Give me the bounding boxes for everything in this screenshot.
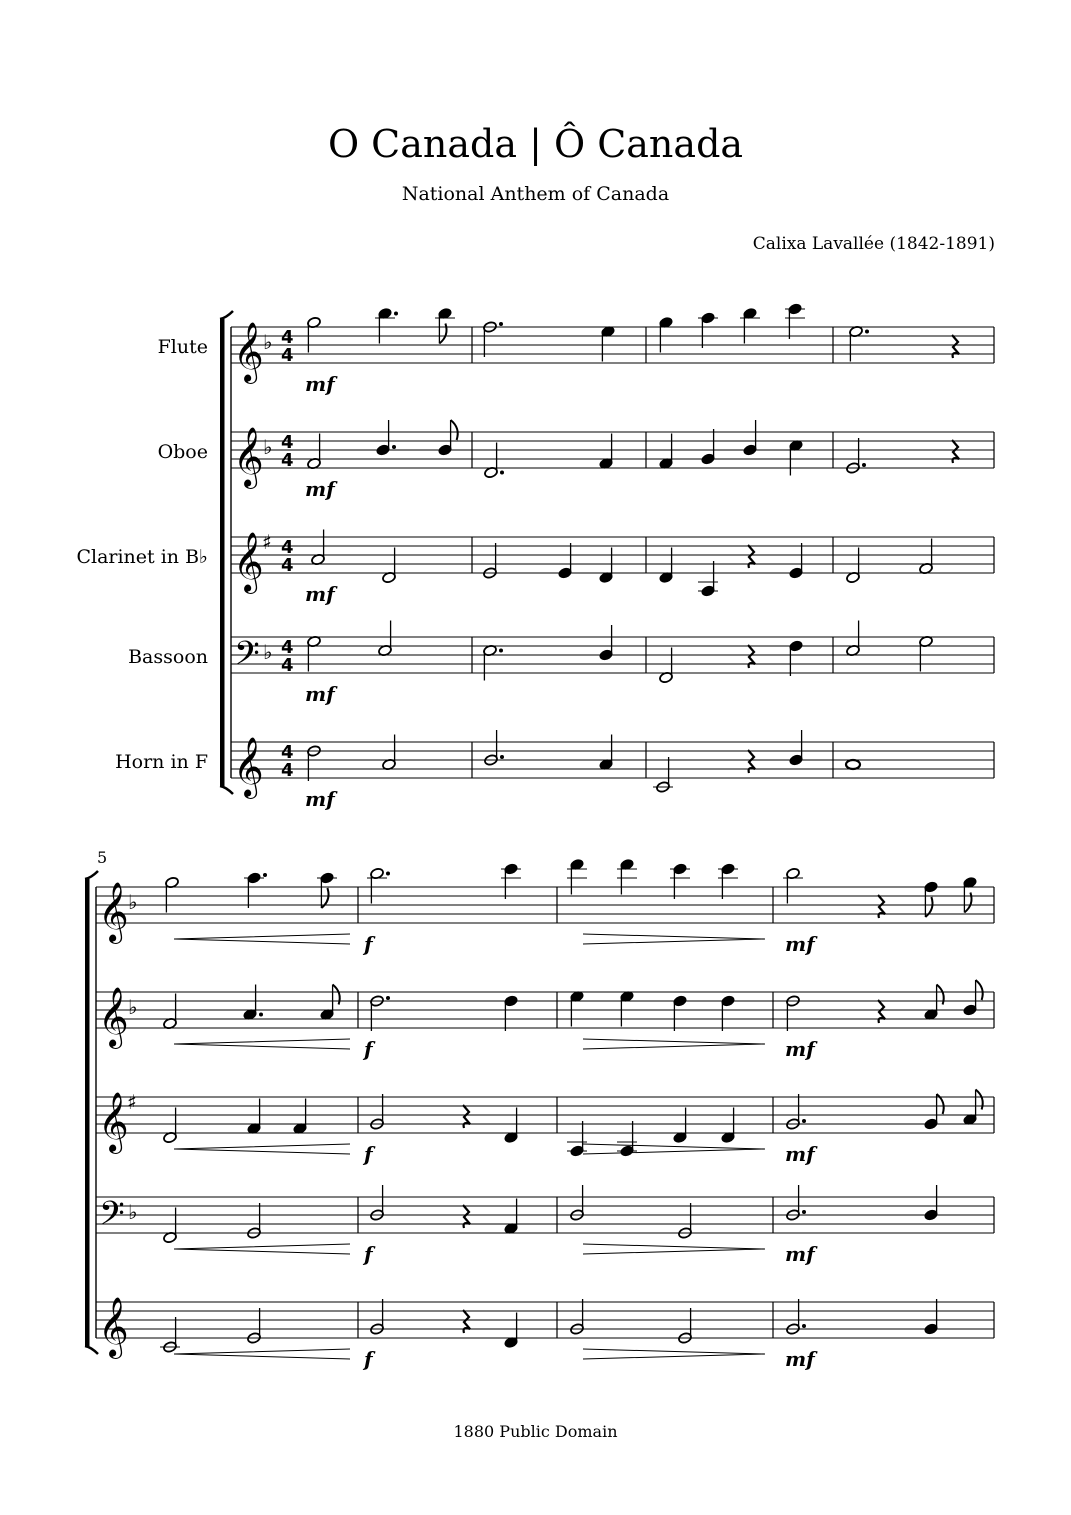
note-dot (499, 649, 503, 653)
note-flag (451, 420, 458, 440)
dynamic-mark: mf (785, 1142, 815, 1166)
treble-clef-icon: 𝄞 (98, 1092, 129, 1152)
dynamic-mark: mf (305, 682, 335, 706)
instrument-name: Clarinet in B♭ (76, 546, 208, 568)
instrument-name: Oboe (157, 441, 208, 463)
rest (952, 440, 959, 463)
time-signature-bottom: 4 (281, 450, 294, 471)
decrescendo-hairpin (583, 1244, 765, 1254)
note-dot (386, 872, 390, 876)
time-signature-top: 4 (281, 637, 294, 658)
rest (748, 750, 755, 773)
crescendo-hairpin (174, 1349, 350, 1359)
time-signature-top: 4 (281, 537, 294, 558)
note-flag (976, 980, 983, 1000)
sharp-icon: ♯ (127, 1090, 137, 1114)
time-signature-top: 4 (281, 327, 294, 348)
time-signature-bottom: 4 (281, 760, 294, 781)
score-title: O Canada | Ô Canada (327, 122, 744, 166)
dynamic-mark: mf (785, 1347, 815, 1371)
time-signature-bottom: 4 (281, 655, 294, 676)
dynamic-mark: f (364, 1037, 373, 1061)
rest (463, 1105, 470, 1128)
system-bracket (220, 319, 225, 786)
crescendo-hairpin (174, 1144, 350, 1154)
dynamic-mark: f (364, 932, 373, 956)
flat-icon: ♭ (263, 435, 273, 459)
decrescendo-hairpin (583, 1039, 765, 1049)
bracket-top (220, 311, 233, 319)
time-signature-bottom: 4 (281, 345, 294, 366)
bass-clef-icon: 𝄢 (234, 635, 260, 681)
dynamic-mark: mf (785, 1242, 815, 1266)
crescendo-hairpin (174, 1039, 350, 1049)
rest (463, 1310, 470, 1333)
bass-clef-icon: 𝄢 (99, 1195, 125, 1241)
bracket-bottom (85, 1346, 98, 1354)
dynamic-mark: mf (305, 582, 335, 606)
dynamic-mark: f (364, 1347, 373, 1371)
treble-clef-icon: 𝄞 (233, 427, 264, 487)
time-signature-top: 4 (281, 742, 294, 763)
note-dot (802, 1119, 806, 1123)
staves (85, 311, 994, 1354)
decrescendo-hairpin (583, 1144, 765, 1154)
note-dot (865, 330, 869, 334)
time-signature-top: 4 (281, 432, 294, 453)
copyright: 1880 Public Domain (453, 1422, 618, 1441)
instrument-name: Flute (157, 336, 208, 358)
note-dot (386, 996, 390, 1000)
treble-clef-icon: 𝄞 (233, 737, 264, 797)
note-dot (263, 873, 267, 877)
rest (878, 895, 885, 918)
rest (748, 645, 755, 668)
treble-clef-icon: 𝄞 (233, 532, 264, 592)
rest (748, 545, 755, 568)
rest (878, 1000, 885, 1023)
sharp-icon: ♯ (262, 530, 272, 554)
flat-icon: ♭ (128, 1200, 138, 1224)
dynamic-mark: mf (305, 372, 335, 396)
flat-icon: ♭ (128, 890, 138, 914)
note (846, 760, 860, 769)
score-subtitle: National Anthem of Canada (401, 183, 670, 205)
treble-clef-icon: 𝄞 (98, 987, 129, 1047)
bracket-bottom (220, 786, 233, 794)
crescendo-hairpin (174, 1244, 350, 1254)
note-dot (802, 1324, 806, 1328)
flat-icon: ♭ (263, 330, 273, 354)
treble-clef-icon: 𝄞 (98, 882, 129, 942)
note-dot (500, 471, 504, 475)
note-dot (394, 312, 398, 316)
note-dot (862, 463, 866, 467)
decrescendo-hairpin (583, 934, 765, 944)
dynamic-mark: mf (785, 932, 815, 956)
system-bracket (85, 879, 90, 1346)
treble-clef-icon: 𝄞 (98, 1297, 129, 1357)
dynamic-mark: mf (305, 477, 335, 501)
dynamic-mark: f (364, 1142, 373, 1166)
instrument-name: Horn in F (115, 751, 208, 773)
rest (463, 1205, 470, 1228)
dynamic-mark: mf (785, 1037, 815, 1061)
dynamic-mark: mf (305, 787, 335, 811)
instrument-name: Bassoon (128, 646, 208, 668)
flat-icon: ♭ (263, 640, 273, 664)
note-dot (499, 322, 503, 326)
composer: Calixa Lavallée (1842-1891) (752, 234, 995, 254)
decrescendo-hairpin (583, 1349, 765, 1359)
flat-icon: ♭ (128, 995, 138, 1019)
time-signature-bottom: 4 (281, 555, 294, 576)
crescendo-hairpin (174, 934, 350, 944)
rest (952, 335, 959, 358)
bracket-top (85, 871, 98, 879)
note-dot (802, 1210, 806, 1214)
measure-number: 5 (97, 848, 108, 867)
dynamic-mark: f (364, 1242, 373, 1266)
note-dot (500, 755, 504, 759)
note-dot (259, 1013, 263, 1017)
note-dot (392, 445, 396, 449)
treble-clef-icon: 𝄞 (233, 322, 264, 382)
